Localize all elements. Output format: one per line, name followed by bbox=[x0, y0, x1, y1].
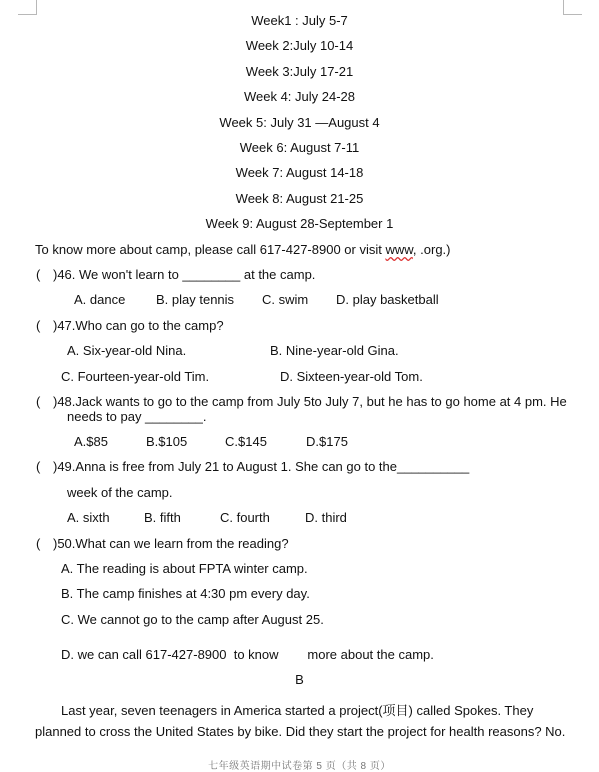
q49-option-b: B. fifth bbox=[144, 510, 181, 525]
q49-option-a: A. sixth bbox=[67, 510, 110, 525]
answer-bracket: ( bbox=[36, 394, 41, 409]
q46-option-a: A. dance bbox=[74, 292, 126, 307]
q47-option-b: B. Nine-year-old Gina. bbox=[270, 343, 399, 358]
q50-option-d: D. we can call 617-427-8900 to know more about the camp. bbox=[61, 647, 434, 662]
q50-option-c: C. We cannot go to the camp after August 25. bbox=[61, 612, 324, 627]
question-48-text-line2: needs to pay ________. bbox=[67, 409, 207, 424]
answer-bracket: ( bbox=[36, 459, 41, 474]
q48-option-a: A.$85 bbox=[74, 434, 108, 449]
schedule-week-4: Week 4: July 24-28 bbox=[243, 89, 356, 104]
schedule-week-8: Week 8: August 21-25 bbox=[235, 191, 364, 206]
question-49-text: )49.Anna is free from July 21 to August 1. She can go to the__________ bbox=[53, 459, 470, 474]
schedule-week-6: Week 6: August 7-11 bbox=[239, 140, 360, 155]
q48-option-c: C.$145 bbox=[225, 434, 267, 449]
passage-line-2: planned to cross the United States by bike. Did they start the project for health reasons? No. bbox=[35, 724, 566, 739]
q46-option-d: D. play basketball bbox=[336, 292, 439, 307]
schedule-week-1: Week1 : July 5-7 bbox=[251, 13, 348, 28]
question-47-text: )47.Who can go to the camp? bbox=[53, 318, 224, 333]
q47-option-c: C. Fourteen-year-old Tim. bbox=[61, 369, 210, 384]
schedule-week-3: Week 3:July 17-21 bbox=[245, 64, 354, 79]
q46-option-c: C. swim bbox=[262, 292, 309, 307]
schedule-week-5: Week 5: July 31 —August 4 bbox=[219, 115, 380, 130]
q50-option-a: A. The reading is about FPTA winter camp. bbox=[61, 561, 308, 576]
question-48-text: )48.Jack wants to go to the camp from July 5to July 7, but he has to go home at 4 pm. He bbox=[53, 394, 567, 409]
answer-bracket: ( bbox=[36, 318, 41, 333]
schedule-week-9: Week 9: August 28-September 1 bbox=[205, 216, 394, 231]
question-50-text: )50.What can we learn from the reading? bbox=[53, 536, 289, 551]
q50-option-b: B. The camp finishes at 4:30 pm every day. bbox=[61, 586, 310, 601]
section-b-heading: B bbox=[295, 672, 304, 687]
question-49-text-line2: week of the camp. bbox=[67, 485, 173, 500]
q49-option-c: C. fourth bbox=[220, 510, 270, 525]
page-footer: 七年级英语期中试卷第 5 页（共 8 页） bbox=[208, 761, 391, 772]
contact-text-end: , .org.) bbox=[412, 242, 451, 257]
q47-option-a: A. Six-year-old Nina. bbox=[67, 343, 187, 358]
q46-option-b: B. play tennis bbox=[156, 292, 235, 307]
answer-bracket: ( bbox=[36, 536, 41, 551]
schedule-week-2: Week 2:July 10-14 bbox=[245, 38, 354, 53]
passage-line-1: Last year, seven teenagers in America started a project(项目) called Spokes. They bbox=[61, 703, 534, 718]
contact-line bbox=[35, 242, 451, 258]
question-46-text: )46. We won't learn to ________ at the camp. bbox=[53, 267, 316, 282]
answer-bracket: ( bbox=[36, 267, 41, 282]
q48-option-d: D.$175 bbox=[306, 434, 348, 449]
schedule-week-7: Week 7: August 14-18 bbox=[235, 165, 364, 180]
q48-option-b: B.$105 bbox=[146, 434, 188, 449]
contact-www: www bbox=[385, 242, 413, 257]
contact-text: To know more about camp, please call 617-427-8900 or visit bbox=[35, 242, 386, 257]
q47-option-d: D. Sixteen-year-old Tom. bbox=[280, 369, 423, 384]
q49-option-d: D. third bbox=[305, 510, 347, 525]
